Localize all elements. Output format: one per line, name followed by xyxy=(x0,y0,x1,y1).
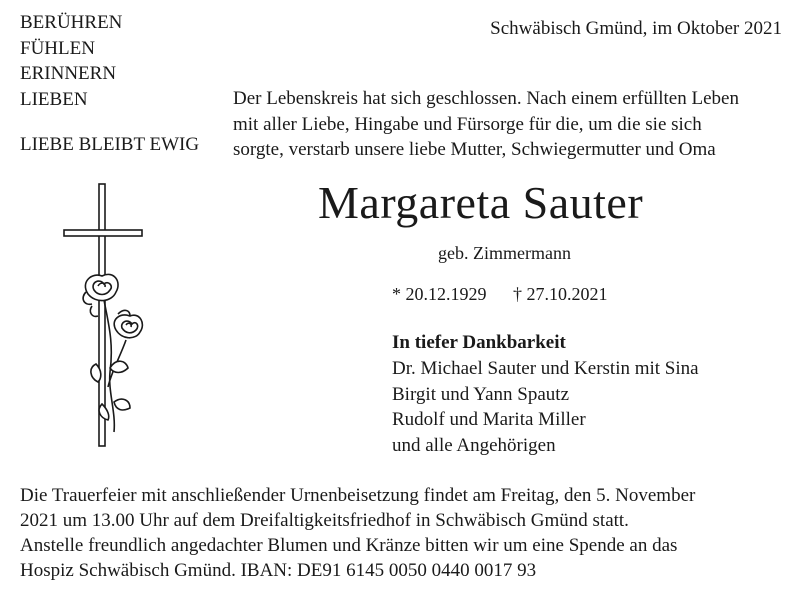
death-date: † 27.10.2021 xyxy=(513,284,608,304)
motto-line: LIEBEN xyxy=(20,88,88,110)
dateline: Schwäbisch Gmünd, im Oktober 2021 xyxy=(490,18,782,39)
intro-line: mit aller Liebe, Hingabe und Fürsorge für die, um die sie sich xyxy=(233,113,702,135)
intro-line: Der Lebenskreis hat sich geschlossen. Nach einem erfüllten Leben xyxy=(233,88,739,109)
cross-with-roses-icon xyxy=(58,182,168,472)
mourner-line: Dr. Michael Sauter und Kerstin mit Sina xyxy=(392,357,699,379)
motto-line: BERÜHREN xyxy=(20,12,123,33)
motto-line: ERINNERN xyxy=(20,63,117,84)
motto-closing: LIEBE BLEIBT EWIG xyxy=(20,134,200,155)
birth-date: * 20.12.1929 xyxy=(392,284,487,304)
mourners-lead: In tiefer Dankbarkeit xyxy=(392,332,566,353)
motto-block xyxy=(20,10,199,158)
mourners-block xyxy=(392,330,699,459)
footer-line: Die Trauerfeier mit anschließender Urnenbeisetzung findet am Freitag, den 5. November xyxy=(20,485,696,506)
mourner-line: und alle Angehörigen xyxy=(392,435,556,457)
deceased-name: Margareta Sauter xyxy=(318,177,644,228)
footer-line: 2021 um 13.00 Uhr auf dem Dreifaltigkeitsfriedhof in Schwäbisch Gmünd statt. xyxy=(20,510,629,531)
footer-line: Anstelle freundlich angedachter Blumen und Kränze bitten wir um eine Spende an das xyxy=(20,535,678,556)
motto-line: FÜHLEN xyxy=(20,37,95,59)
funeral-details xyxy=(20,483,790,583)
birth-name: geb. Zimmermann xyxy=(438,243,571,263)
motto-spacer xyxy=(20,112,199,132)
footer-line: Hospiz Schwäbisch Gmünd. IBAN: DE91 6145 0050 0440 0017 93 xyxy=(20,560,537,581)
intro-text xyxy=(233,86,793,163)
intro-line: sorgte, verstarb unsere liebe Mutter, Schwiegermutter und Oma xyxy=(233,139,716,160)
mourner-line: Birgit und Yann Spautz xyxy=(392,383,570,405)
life-dates xyxy=(392,284,608,305)
mourner-line: Rudolf und Marita Miller xyxy=(392,409,586,431)
